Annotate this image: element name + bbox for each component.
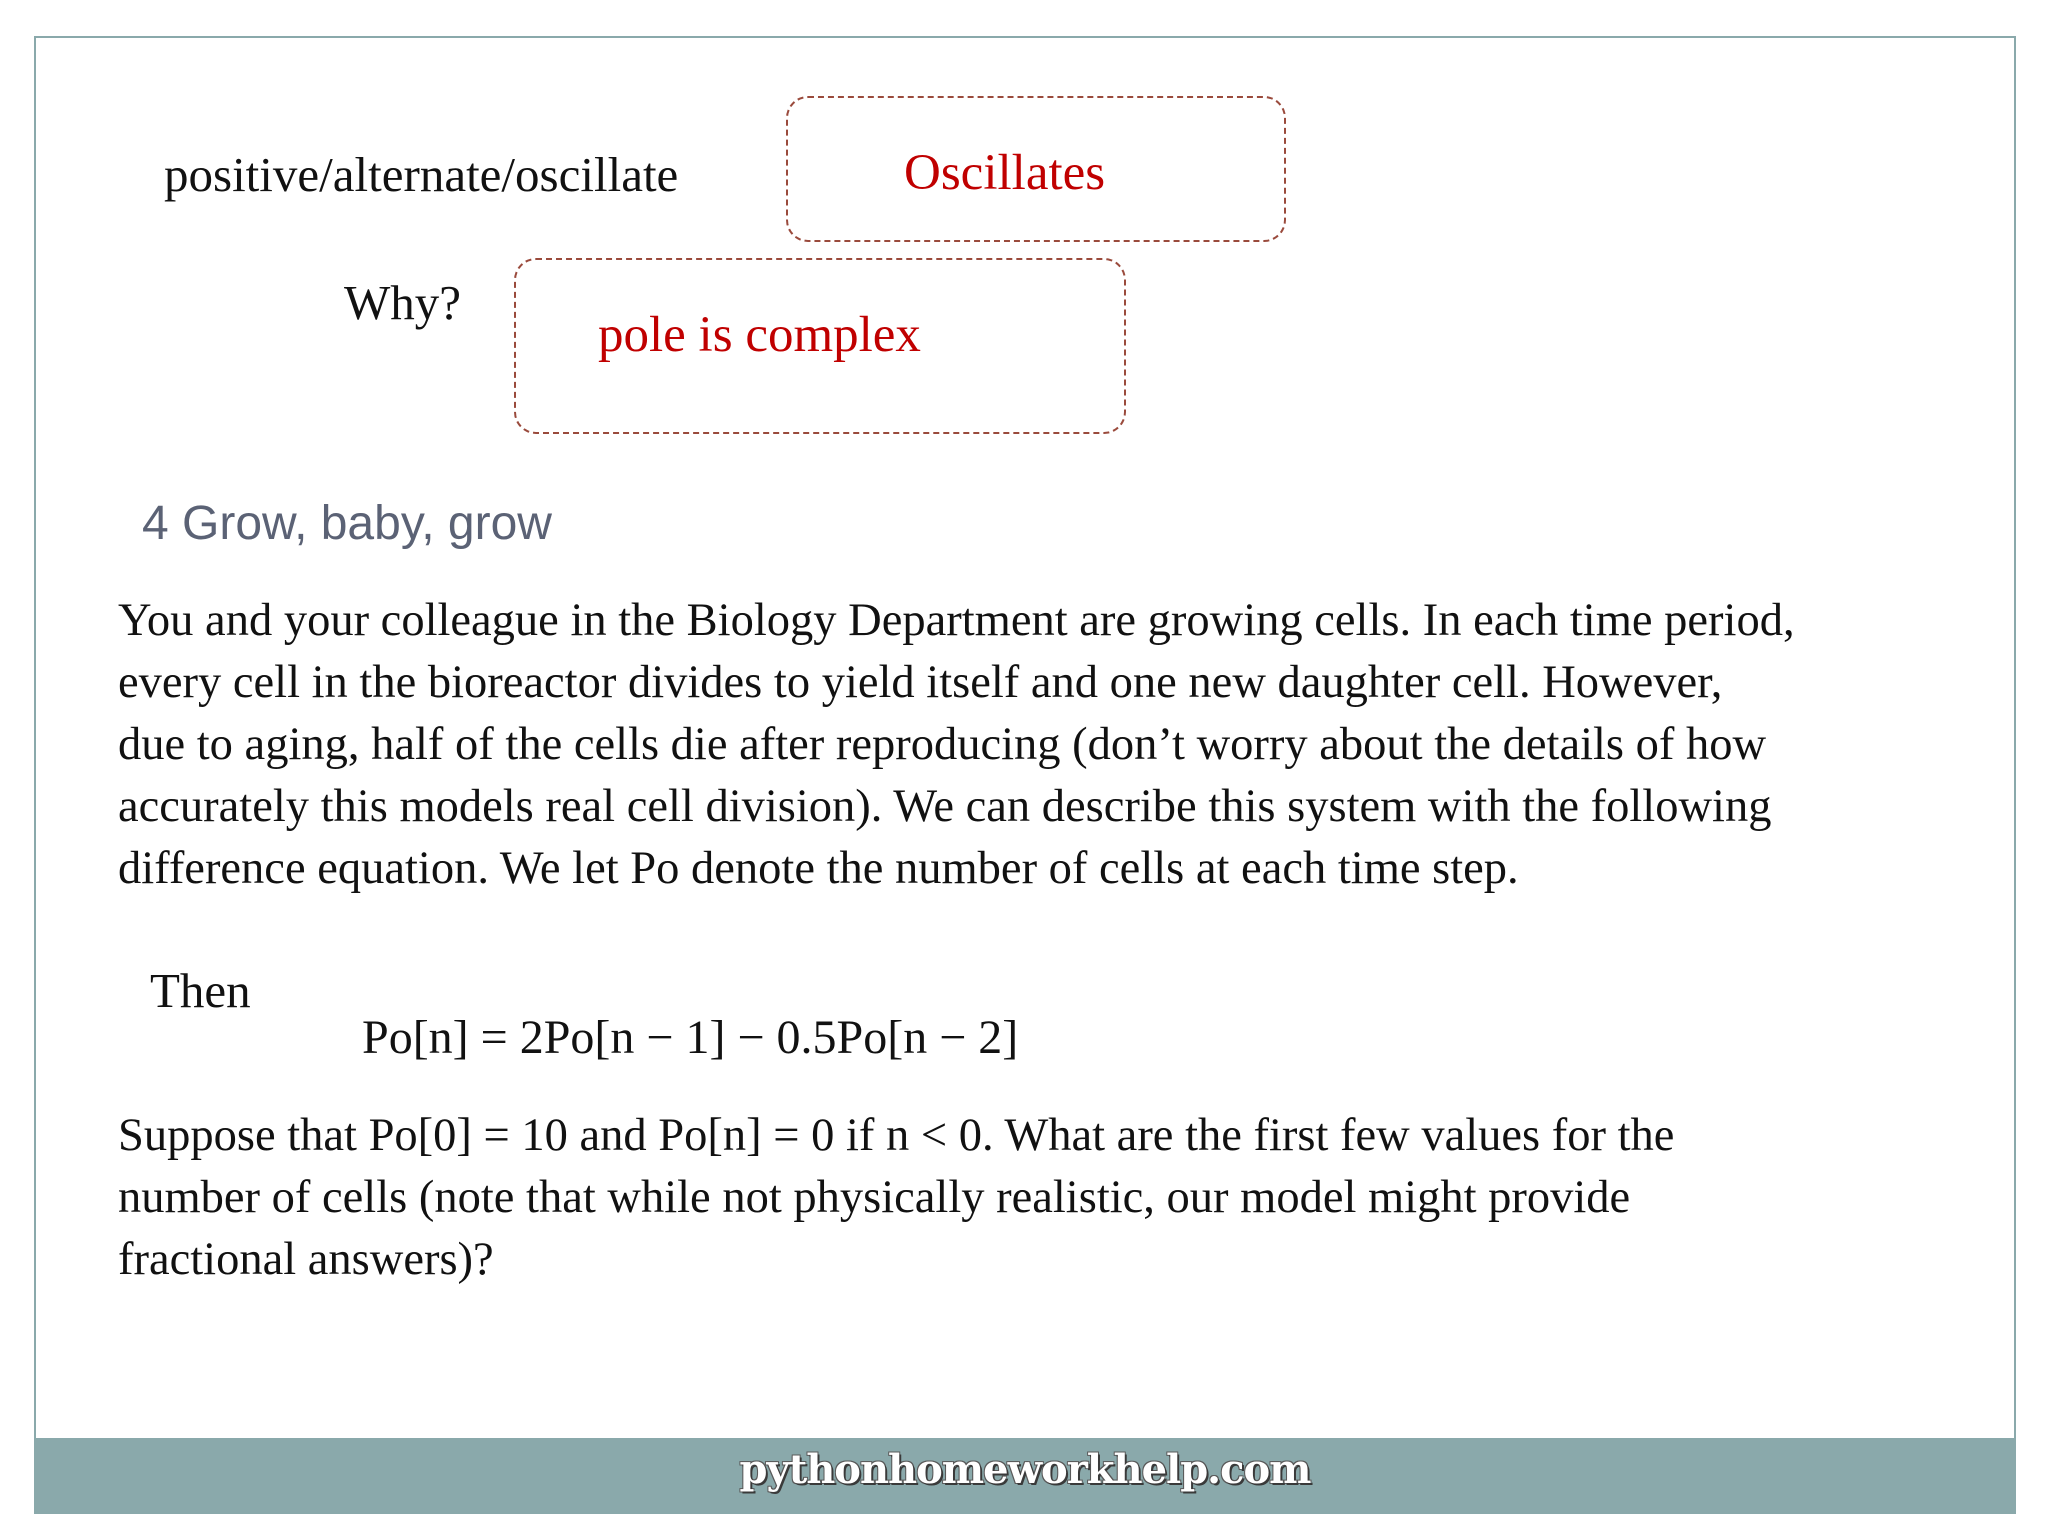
difference-equation: Po[n] = 2Po[n − 1] − 0.5Po[n − 2] [362,1011,1019,1064]
why-label: Why? [344,275,461,330]
section-heading: 4 Grow, baby, grow [142,497,552,550]
paragraph-line: every cell in the bioreactor divides to yield itself and one new daughter cell. However, [118,657,1723,708]
paragraph-line: accurately this models real cell division). We can describe this system with the following [118,781,1772,832]
paragraph-line: due to aging, half of the cells die after reproducing (don’t worry about the details of how [118,719,1767,770]
then-label: Then [150,963,251,1018]
footer-brand: pythonhomeworkhelp.com [739,1446,1311,1493]
prompt-label: positive/alternate/oscillate [164,147,679,202]
question-line: Suppose that Po[0] = 10 and Po[n] = 0 if n < 0. What are the first few values for the [118,1110,1675,1161]
paragraph-line: difference equation. We let Po denote the number of cells at each time step. [118,843,1519,894]
question-line: fractional answers)? [118,1234,494,1285]
answer-oscillates: Oscillates [904,145,1106,201]
footer-bar [34,1438,2016,1514]
paragraph-line: You and your colleague in the Biology Department are growing cells. In each time period, [118,595,1795,646]
question-line: number of cells (note that while not physically realistic, our model might provide [118,1172,1631,1223]
answer-why: pole is complex [598,307,921,363]
